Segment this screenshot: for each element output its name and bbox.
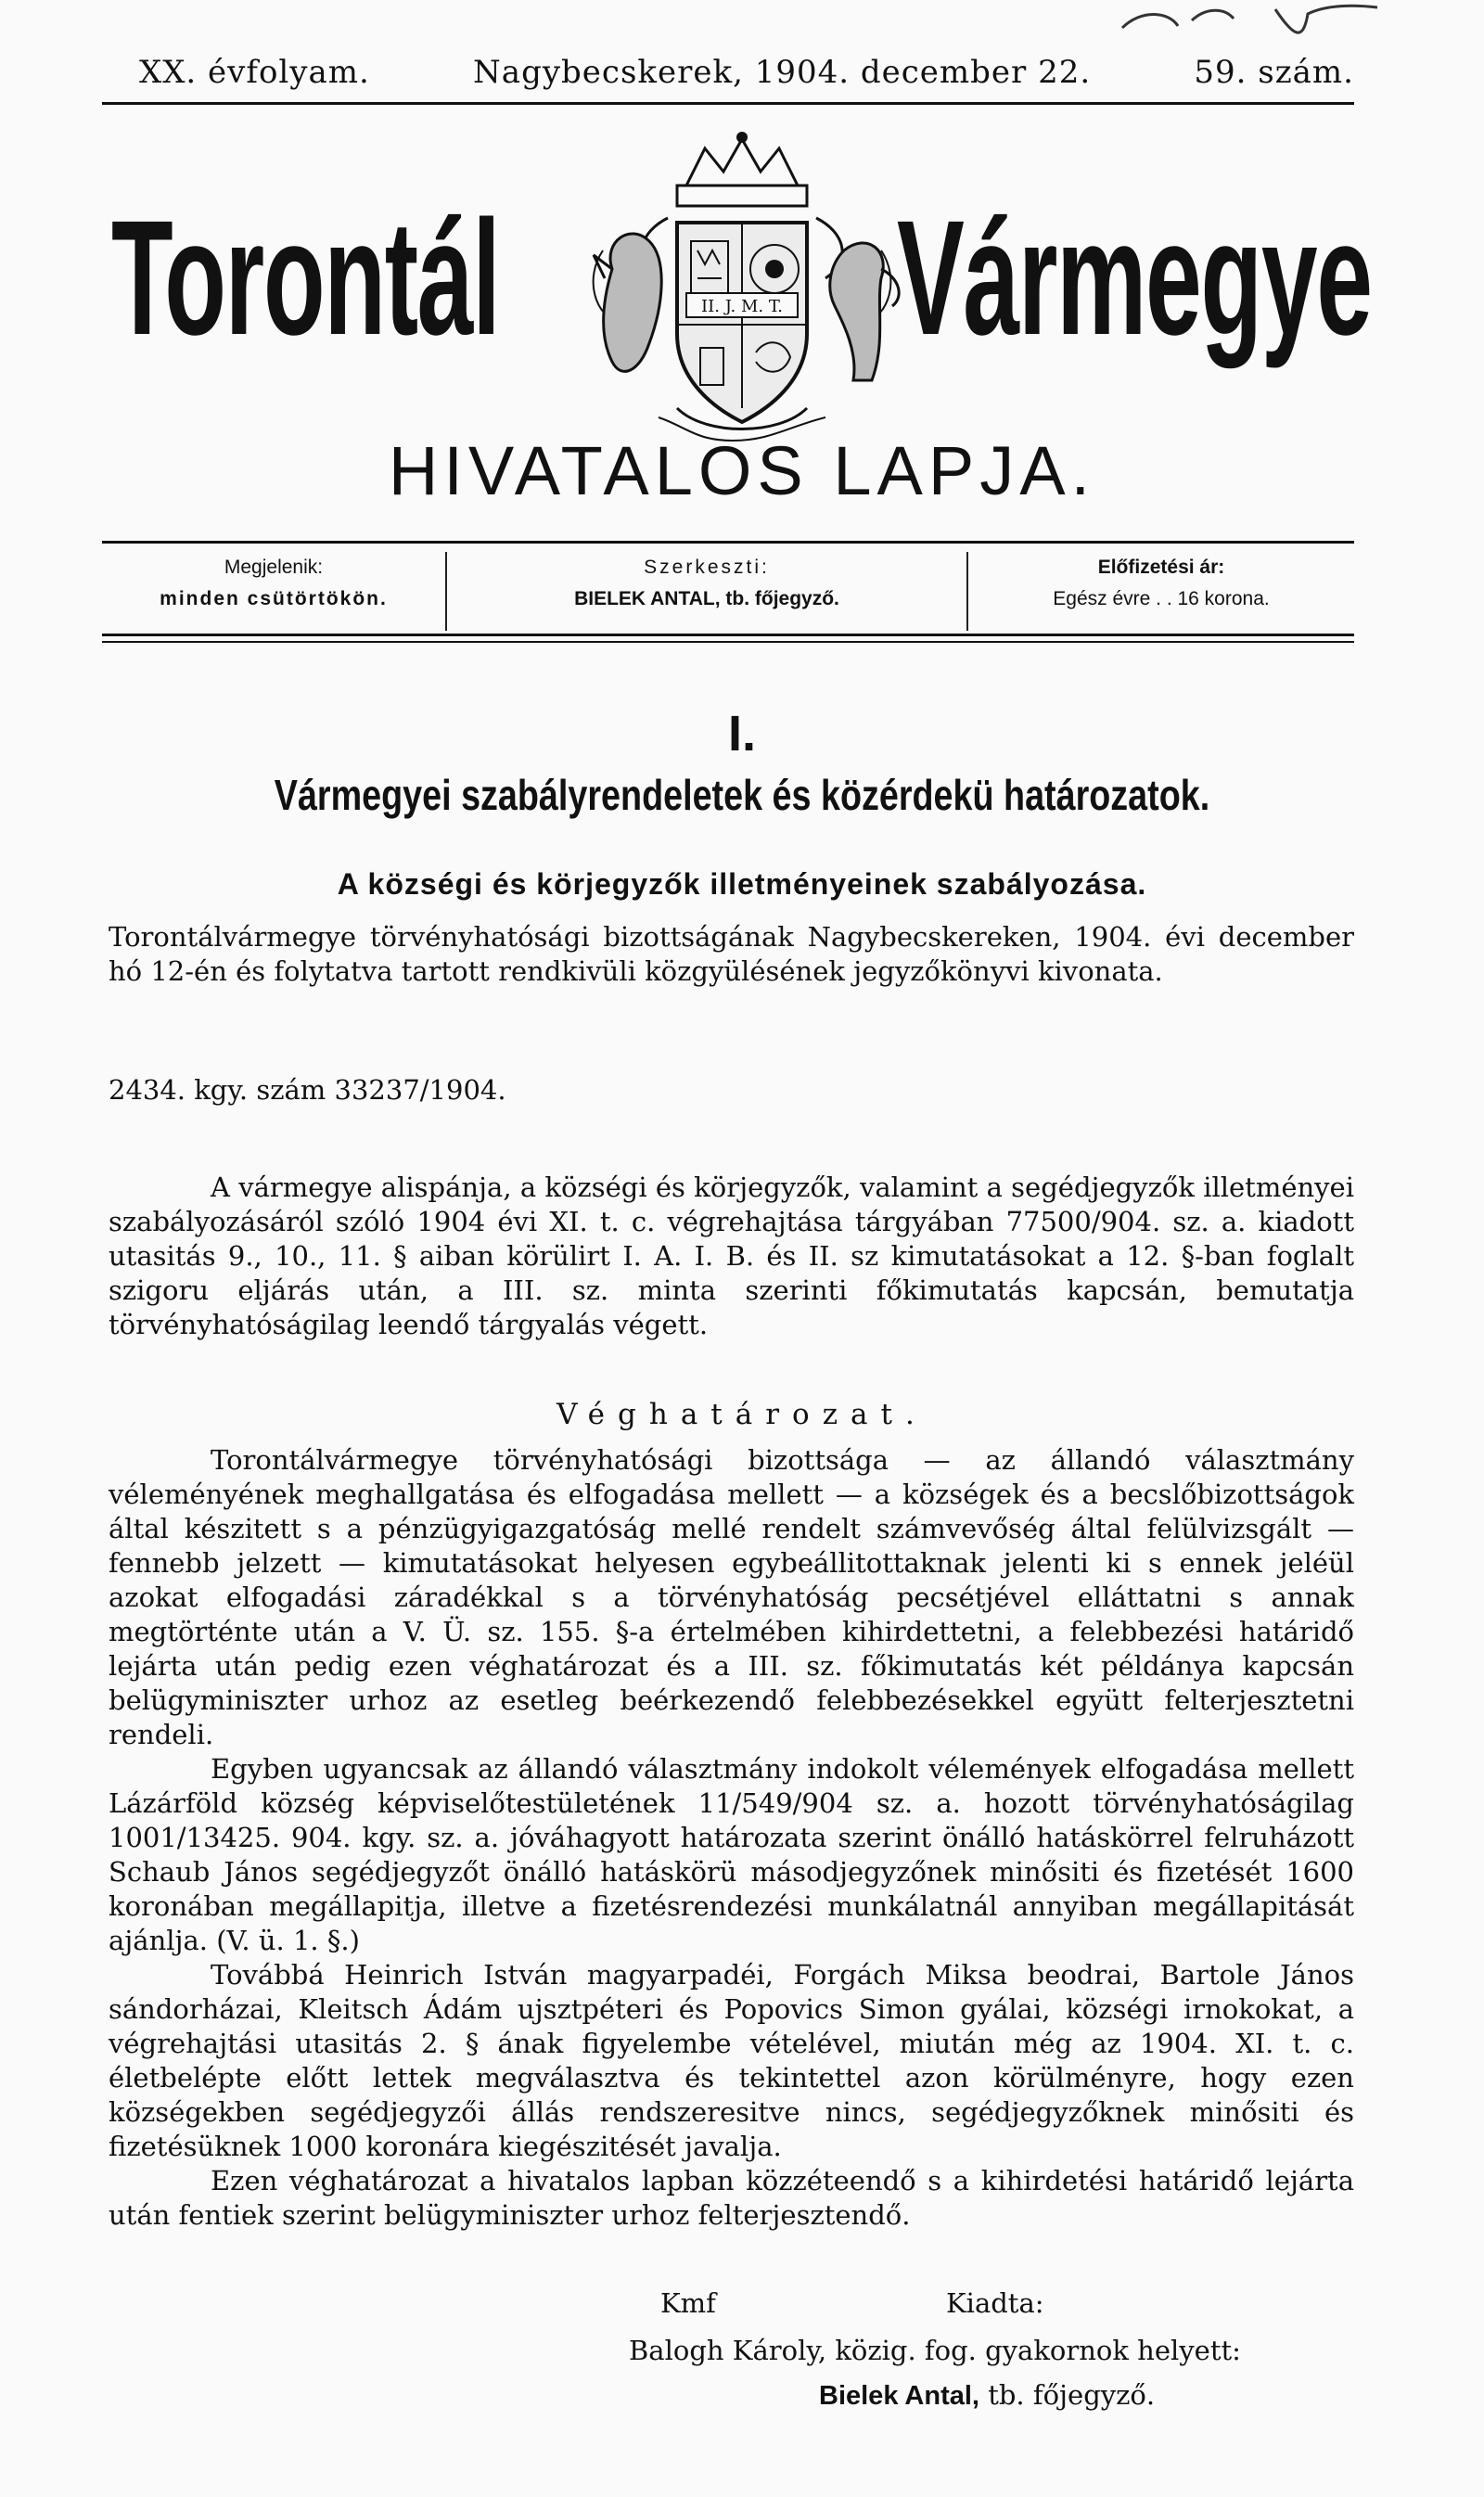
decision-paragraph: Egyben ugyancsak az állandó választmány indokolt vélemények elfogadása mellett Lázárföld község képviselőtestületének 11/549/904 sz. a. hozott törvényhatóságilag 1001/13425. 904. kgy. sz. a. jóváhagyott határozata szerint önálló hatáskörrel felruházott Schaub János segédjegyzőt önálló hatáskörü másodjegyzőnek minősiti és fizetését 1600 koronában megállapitja, illetve a fizetésrendezési munkálatnál annyiban megállapitását ajánlja. (V. ü. 1. §.) xyxy=(109,1753,1354,1956)
decision-body xyxy=(109,1443,1354,2233)
info-bar xyxy=(102,552,1354,631)
recorder-signature: Balogh Károly, közig. fog. gyakornok helyett: xyxy=(629,2335,1241,2366)
editor-info xyxy=(447,552,968,631)
handwritten-mark xyxy=(1104,0,1382,56)
kmf-mark: Kmf xyxy=(660,2287,716,2319)
editor-label: Szerkeszti: xyxy=(644,557,770,578)
masthead-subtitle: HIVATALOS LAPJA. xyxy=(388,432,1096,509)
reference-number: 2434. kgy. szám 33237/1904. xyxy=(109,1074,506,1106)
issue-number: 59. szám. xyxy=(1194,54,1354,91)
section-number: I. xyxy=(727,706,756,762)
coat-of-arms-icon xyxy=(547,130,937,445)
infobar-top-rule xyxy=(102,541,1354,544)
crest-banner-text: II. J. M. T. xyxy=(701,297,783,316)
schedule-value: minden csütörtökön. xyxy=(160,588,388,609)
issued-by-label: Kiadta: xyxy=(946,2287,1044,2319)
infobar-bottom-rule xyxy=(102,634,1354,636)
decision-heading: Véghatározat. xyxy=(556,1398,928,1431)
subscription-label: Előfizetési ár: xyxy=(1097,557,1225,578)
signer-name: Bielek Antal, xyxy=(819,2381,979,2411)
masthead xyxy=(102,130,1372,509)
top-rule xyxy=(102,102,1354,105)
infobar-bottom-rule-2 xyxy=(102,641,1354,643)
signer-title: tb. főjegyző. xyxy=(988,2379,1156,2411)
schedule-label: Megjelenik: xyxy=(224,557,324,578)
volume-text: XX. évfolyam. xyxy=(139,54,370,91)
section-title: Vármegyei szabályrendeletek és közérdekü határozatok. xyxy=(274,771,1210,819)
place-date-text: Nagybecskerek, 1904. december 22. xyxy=(473,54,1092,91)
intro-text: Torontálvármegye törvényhatósági bizottságának Nagybecskereken, 1904. évi december hó 12-én és folytatva tartott rendkivüli közgyülésének jegyzőkönyvi kivonata. xyxy=(109,921,1354,987)
subscription-value: Egész évre . . 16 korona. xyxy=(1053,588,1270,609)
editor-value: BIELEK ANTAL, tb. főjegyző. xyxy=(574,588,839,609)
subscription-info xyxy=(968,552,1354,631)
decision-paragraph: Torontálvármegye törvényhatósági bizottsága — az állandó választmány véleményének meghallgatása és elfogadása mellett — a községek és a becslőbizottságok által készitett s a pénzügyigazgatóság mellé rendelt számvevőség által felülvizsgált — fennebb jelzett — kimutatásokat helyesen egybeállitottaknak jelenti ki s ennek jeléül azokat elfogadási záradékkal s a törvényhatóság pecsétjével elláttatni s annak megtörténte után a V. Ü. sz. 155. §-a értelmében kihirdettetni, a felebbezési határidő lejárta után pedig ezen véghatározat és a III. sz. főkimutatás két példánya kapcsán belügyminiszter urhoz az esetleg beérkezendő felebbezésekkel együtt felterjesztetni rendeli. xyxy=(109,1444,1354,1750)
decision-paragraph: Ezen véghatározat a hivatalos lapban közzéteendő s a kihirdetési határidő lejárta után fentiek szerint belügyminiszter urhoz felterjesztendő. xyxy=(109,2165,1354,2231)
issue-line xyxy=(139,54,1354,91)
decision-paragraph: Továbbá Heinrich István magyarpadéi, Forgách Miksa beodrai, Bartole János sándorházai, Kleitsch Ádám ujsztpéteri és Popovics Simon gyálai, községi irnokokat, a végrehajtási utasitás 2. § ának figyelembe vételével, miután még az 1904. XI. t. c. életbelépte előtt lettek megválasztva és tekintettel azon körülményre, hogy ezen községekben segédjegyzői állás rendszeresitve nincs, segédjegyzőknek minősiti és fizetésüknek 1000 koronára kiegészitését javalja. xyxy=(109,1959,1354,2162)
proposal-text: A vármegye alispánja, a községi és körjegyzők, valamint a segédjegyzők illetményei szabályozásáról szóló 1904 évi XI. t. c. végrehajtása tárgyában 77500/904. sz. a. kiadott utasitás 9., 10., 11. § aiban körülirt I. A. I. B. és II. sz kimutatásokat a 12. §-ban foglalt szigoru eljárás után, a III. sz. minta szerinti főkimutatás kapcsán, bemutatja törvényhatóságilag leendő tárgyalás végett. xyxy=(109,1172,1354,1340)
masthead-title-right: Vármegye xyxy=(897,187,1372,369)
proposal-paragraph xyxy=(109,1171,1354,1342)
publication-schedule xyxy=(102,552,447,631)
article-heading: A községi és körjegyzők illetményeinek szabályozása. xyxy=(337,867,1147,901)
intro-paragraph xyxy=(109,920,1354,989)
masthead-title-left: Torontál xyxy=(111,187,500,369)
signer-signature xyxy=(819,2379,1155,2412)
